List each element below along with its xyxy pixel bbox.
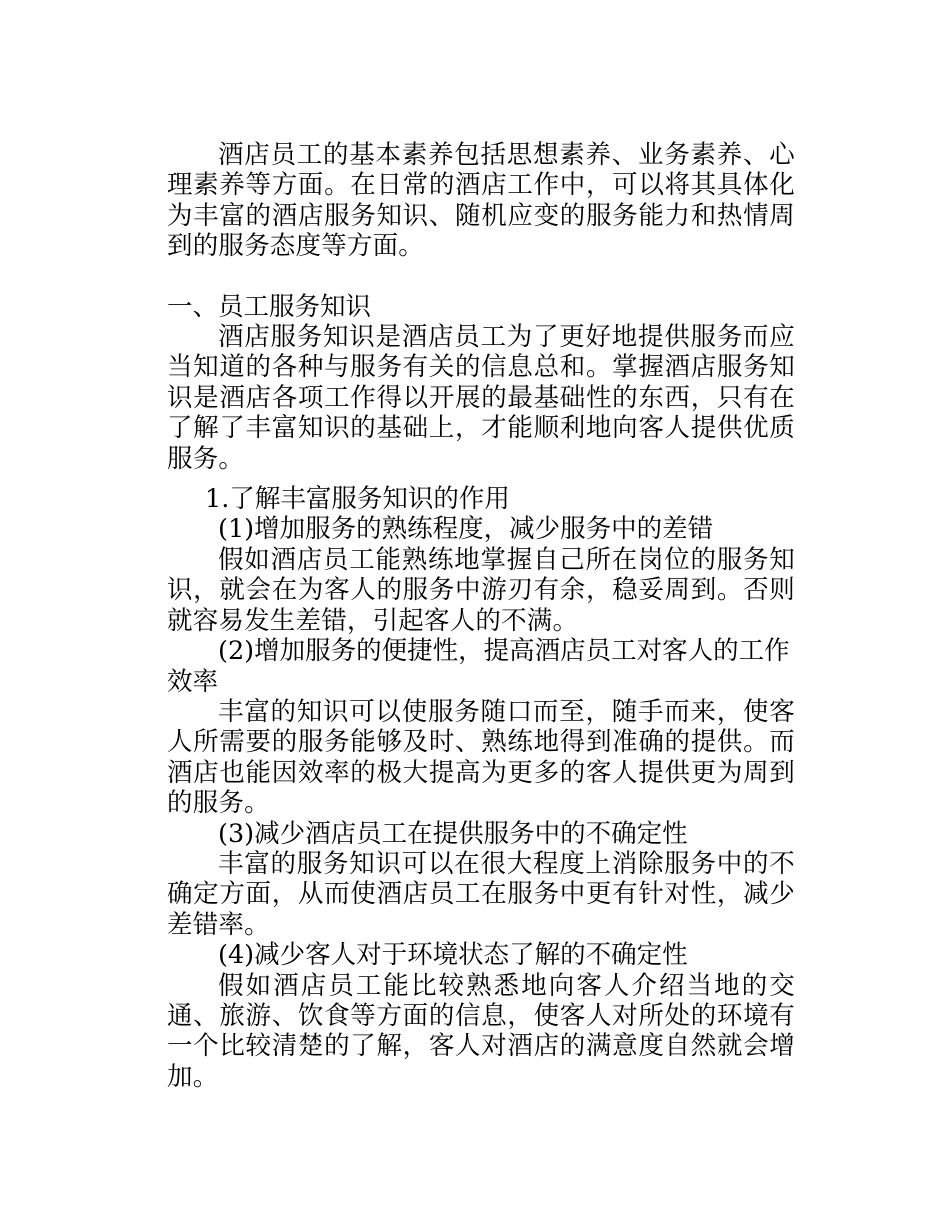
item-body-4: 假如酒店员工能比较熟悉地向客人介绍当地的交通、旅游、饮食等方面的信息，使客人对所处的环境有一个比较清楚的了解，客人对酒店的满意度自然就会增加。 — [167, 970, 795, 1092]
section-heading: 一、员工服务知识 — [167, 291, 372, 322]
item-title-4: (4)减少客人对于环境状态了解的不确定性 — [218, 940, 688, 971]
item-body-3: 丰富的服务知识可以在很大程度上消除服务中的不确定方面，从而使酒店员工在服务中更有针对性，减少差错率。 — [167, 848, 795, 940]
item-title-1: (1)增加服务的熟练程度，减少服务中的差错 — [218, 514, 714, 545]
spacer — [167, 262, 795, 292]
item-body-1: 假如酒店员工能熟练地掌握自己所在岗位的服务知识，就会在为客人的服务中游刃有余，稳妥周到。否则就容易发生差错，引起客人的不满。 — [167, 544, 795, 636]
subsection-heading: 1.了解丰富服务知识的作用 — [205, 484, 510, 515]
item-body-2: 丰富的知识可以使服务随口而至，随手而来，使客人所需要的服务能够及时、熟练地得到准确的提供。而酒店也能因效率的极大提高为更多的客人提供更为周到的服务。 — [167, 696, 795, 819]
item-title-2: (2)增加服务的便捷性，提高酒店员工对客人的工作效率 — [167, 636, 790, 697]
item-title-3: (3)减少酒店员工在提供服务中的不确定性 — [218, 818, 688, 849]
section-body: 酒店服务知识是酒店员工为了更好地提供服务而应当知道的各种与服务有关的信息总和。掌握酒店服务知识是酒店各项工作得以开展的最基础性的东西，只有在了解了丰富知识的基础上，才能顺利地向客人提供优质服务。 — [167, 322, 795, 474]
spacer — [167, 474, 795, 484]
intro-paragraph: 酒店员工的基本素养包括思想素养、业务素养、心理素养等方面。在日常的酒店工作中，可以将其具体化为丰富的酒店服务知识、随机应变的服务能力和热情周到的服务态度等方面。 — [167, 140, 795, 262]
document-page — [167, 140, 795, 1092]
